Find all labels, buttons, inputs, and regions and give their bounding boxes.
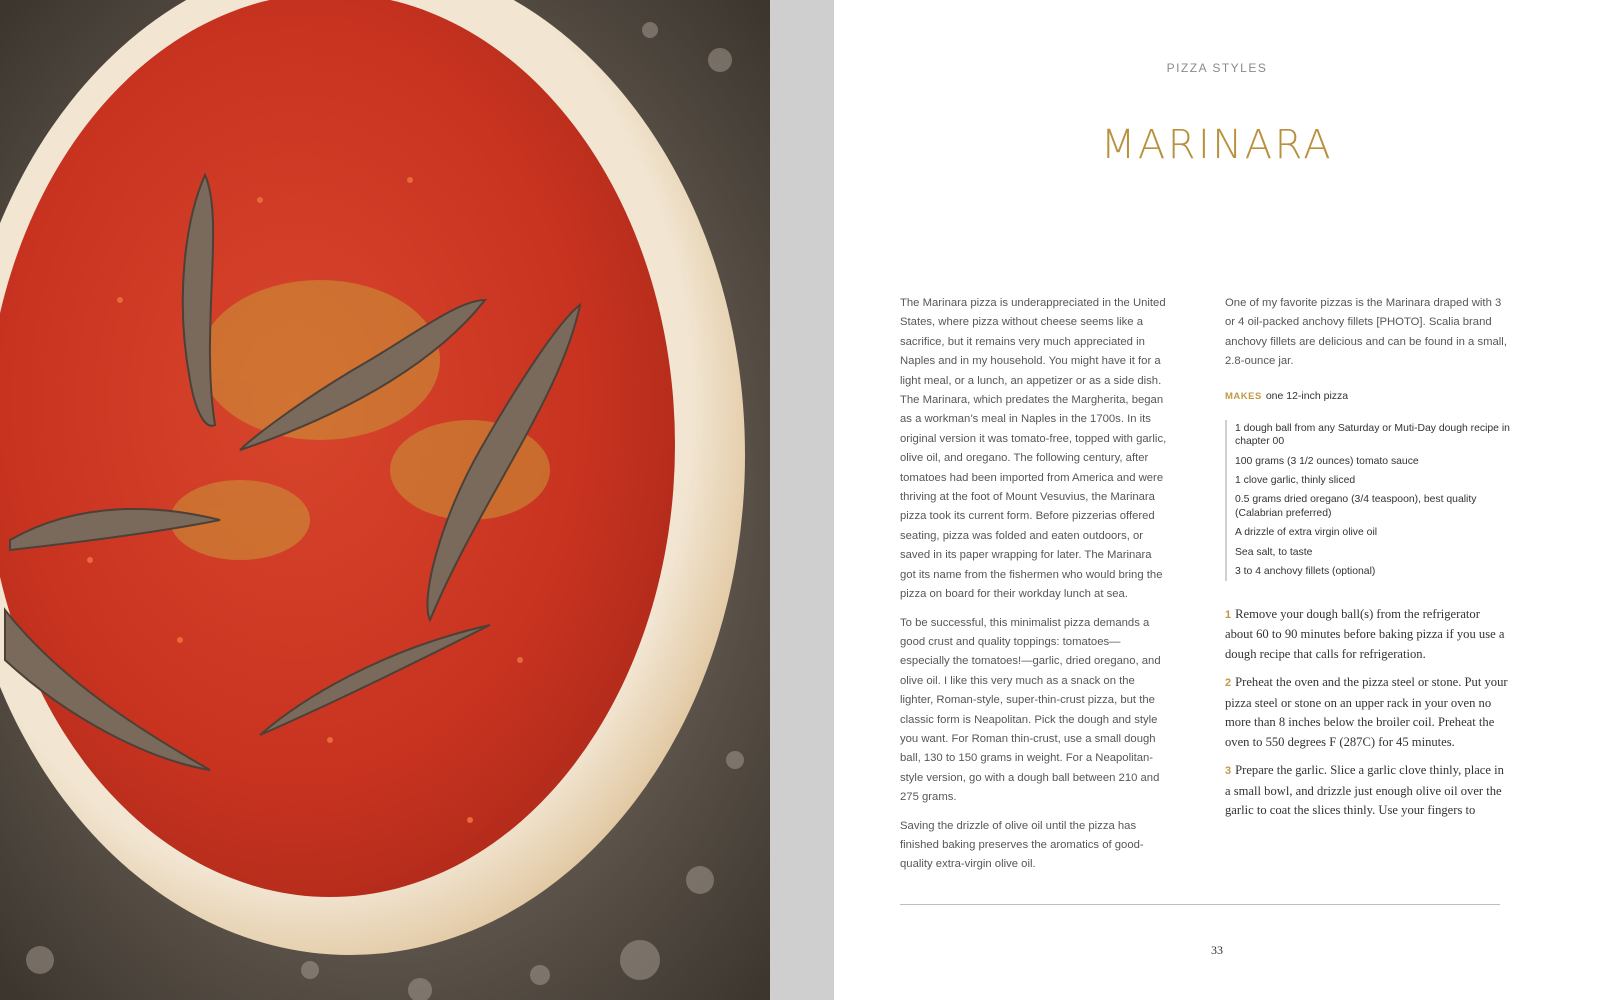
step-text: Remove your dough ball(s) from the refrigerator about 60 to 90 minutes before baking pizza if you use a dough recipe that calls for refrigeration. [1225, 606, 1505, 661]
headnote-column [900, 294, 1170, 884]
page-title: MARINARA [1100, 122, 1334, 168]
yield [1225, 390, 1510, 402]
pizza-illustration [0, 0, 770, 1000]
ingredient-item: A drizzle of extra virgin olive oil [1235, 527, 1378, 539]
headnote-paragraph: Saving the drizzle of olive oil until the pizza has finished baking preserves the aromatics of good-quality extra-virgin olive oil. [900, 819, 1144, 871]
yield-value: one 12-inch pizza [1265, 389, 1349, 402]
ingredient-list [1225, 420, 1510, 581]
ingredient-item: 3 to 4 anchovy fillets (optional) [1235, 566, 1376, 577]
headnote-paragraph: To be successful, this minimalist pizza demands a good crust and quality toppings: tomatoes—especially the tomatoes!—garlic, dried oregano, and olive oil. I like this very much as a snack on the lighter, Roman-style, super-thin-crust pizza, but the classic form is Neapolitan. Pick the dough and style you want. For Roman thin-crust, use a small dough ball, 130 to 150 grams in weight. For a Neapolitan-style version, go with a dough ball between 210 and 275 grams. [900, 616, 1161, 804]
step-text: Prepare the garlic. Slice a garlic clove thinly, place in a small bowl, and drizzle just enough olive oil over the garlic to coat the slices thinly. Use your fingers to [1225, 763, 1504, 818]
ingredient-item: 0.5 grams dried oregano (3/4 teaspoon), best quality (Calabrian preferred) [1235, 494, 1477, 520]
step-text: Preheat the oven and the pizza steel or stone. Put your pizza steel or stone on an upper rack in your oven no more than 8 inches below the broiler coil. Preheat the oven to 550 degrees F (287C) for 45 minutes. [1225, 675, 1508, 749]
yield-label: MAKES [1225, 390, 1262, 402]
recipe-column [1225, 294, 1510, 830]
method-step [1225, 673, 1510, 752]
recipe-page [834, 0, 1600, 1000]
method-steps [1225, 605, 1510, 821]
pizza-photo [0, 0, 770, 1000]
footer-rule [900, 904, 1500, 905]
step-number: 1 [1225, 608, 1232, 621]
page-gutter [770, 0, 834, 1000]
ingredient-item: Sea salt, to taste [1235, 546, 1313, 558]
step-number: 2 [1225, 677, 1232, 690]
step-number: 3 [1225, 765, 1232, 778]
page-number: 33 [1211, 943, 1223, 957]
ingredient-item: 1 dough ball from any Saturday or Muti-Day dough recipe in chapter 00 [1235, 422, 1510, 448]
variation-note: One of my favorite pizzas is the Marinara draped with 3 or 4 oil-packed anchovy fillets [PHOTO]. Scalia brand anchovy fillets are delicious and can be found in a small, 2.8-ounce jar. [1225, 297, 1507, 368]
section-label: PIZZA STYLES [1166, 61, 1268, 75]
tomato-sauce [0, 0, 675, 897]
method-step [1225, 605, 1510, 665]
method-step [1225, 761, 1510, 821]
ingredient-item: 100 grams (3 1/2 ounces) tomato sauce [1235, 455, 1419, 467]
headnote-paragraph: The Marinara pizza is underappreciated in the United States, where pizza without cheese seems like a sacrifice, but it remains very much appreciated in Naples and in my household. You might have it for a light meal, or a lunch, an appetizer or as a side dish. The Marinara, which predates the Margherita, began as a workman’s meal in Naples in the 1700s. In its original version it was tomato-free, topped with garlic, olive oil, and oregano. The following century, after tomatoes had been imported from America and were thriving at the foot of Mount Vesuvius, the Marinara pizza took its current form. Before pizzerias offered seating, pizza was folded and eaten outdoors, or saved in its paper wrapping for later. The Marinara got its name from the fishermen who would bring the pizza on board for their workday lunch at sea. [900, 297, 1167, 601]
ingredient-item: 1 clove garlic, thinly sliced [1235, 475, 1356, 487]
